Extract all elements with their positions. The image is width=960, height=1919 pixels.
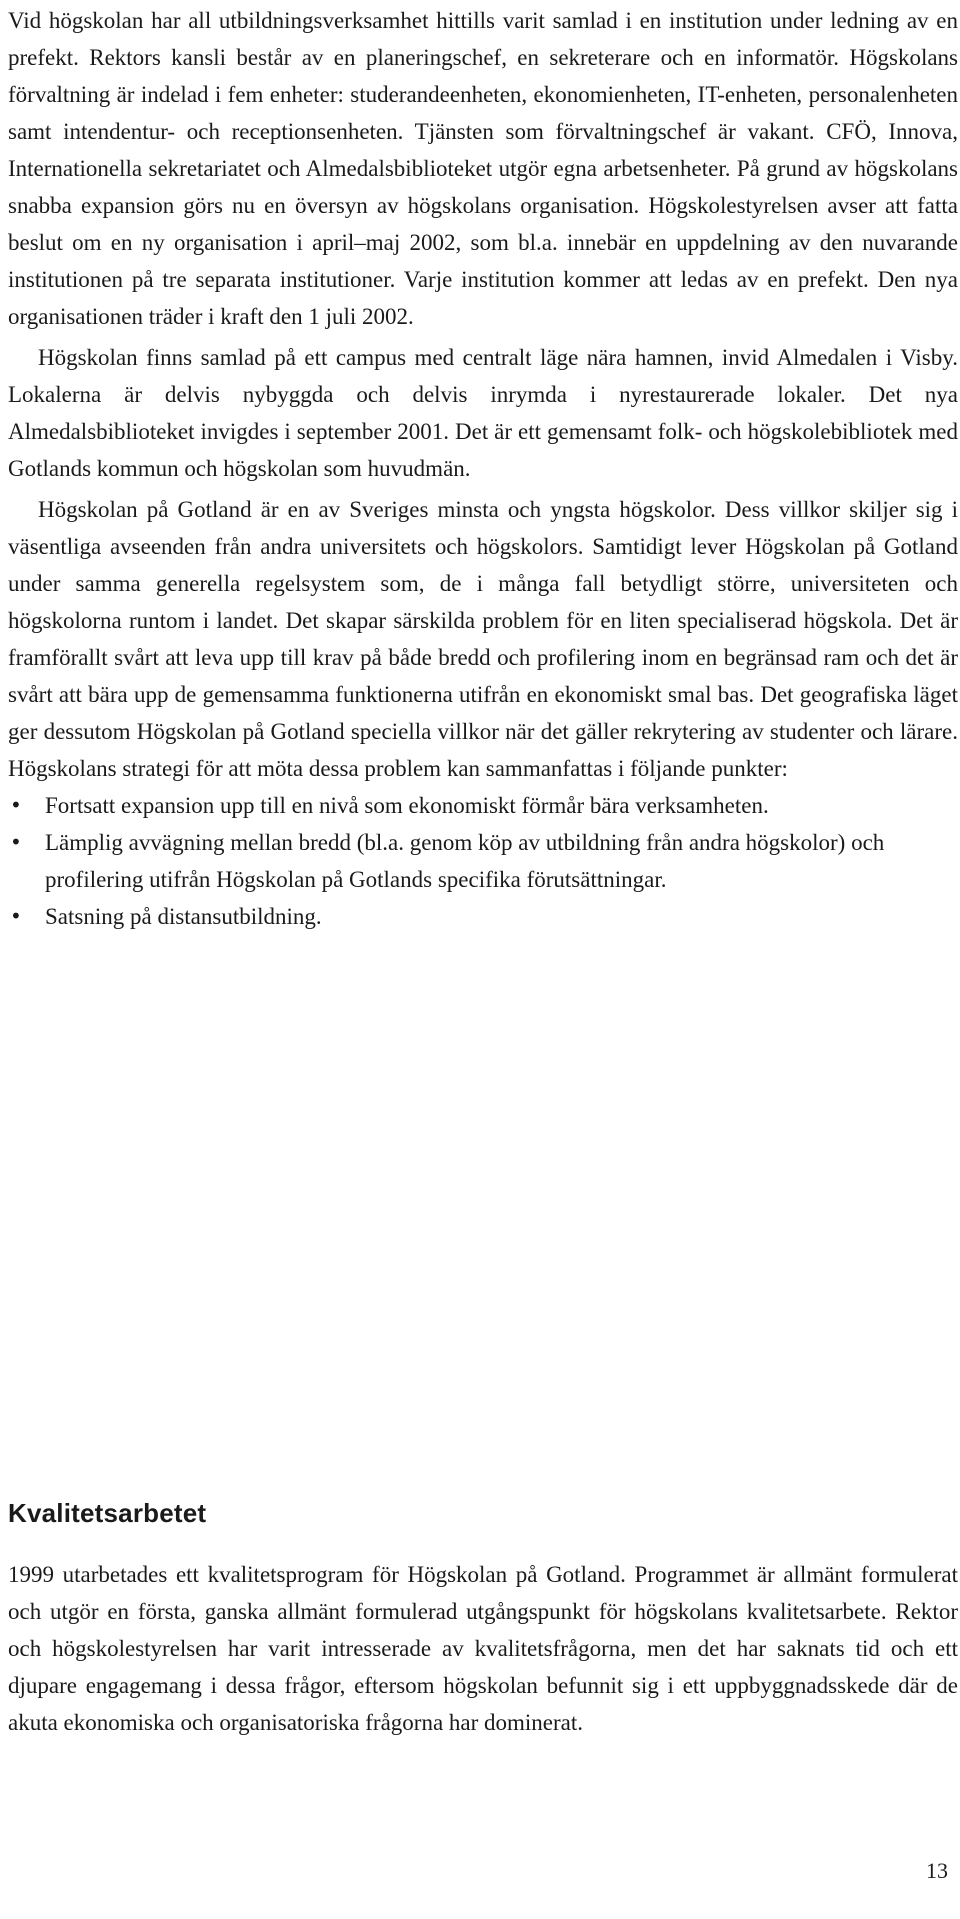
paragraph-strategy: Högskolan på Gotland är en av Sveriges minsta och yngsta högskolor. Dess villkor skiljer sig i väsentliga avseenden från andra universitets och högskolors. Samtidigt lever Högskolan på Gotland under samma generella regelsystem som, de i många fall betydligt större, universiteten och högskolorna runtom i landet. Det skapar särskilda problem för en liten specialiserad högskola. Det är framförallt svårt att leva upp till krav på både bredd och profilering inom en begränsad ram och det är svårt att bära upp de gemensamma funktionerna utifrån en ekonomiskt smal bas. Det geografiska läget ger dessutom Högskolan på Gotland speciella villkor när det gäller rekrytering av studenter och lärare. Högskolans strategi för att möta dessa problem kan sammanfattas i följande punkter: bbox=[8, 497, 958, 781]
bullet-text: Satsning på distansutbildning. bbox=[45, 904, 322, 929]
bullet-icon: • bbox=[10, 830, 22, 854]
bullet-icon: • bbox=[10, 904, 22, 928]
section-heading: Kvalitetsarbetet bbox=[8, 1498, 207, 1528]
paragraph-campus: Högskolan finns samlad på ett campus med centralt läge nära hamnen, invid Almedalen i Visby. Lokalerna är delvis nybyggda och delvis inrymda i nyrestaurerade lokaler. Det nya Almedalsbiblioteket invigdes i september 2001. Det är ett gemensamt folk- och högskolebibliotek med Gotlands kommun och högskolan som huvudmän. bbox=[8, 345, 958, 481]
paragraph-kvalitet: 1999 utarbetades ett kvalitetsprogram för Högskolan på Gotland. Programmet är allmänt formulerat och utgör en första, ganska allmänt formulerad utgångspunkt för högskolans kvalitetsarbete. Rektor och högskolestyrelsen har varit intresserade av kvalitetsfrågorna, men det har saknats tid och ett djupare engagemang i dessa frågor, eftersom högskolan befunnit sig i ett uppbyggnadsskede där de akuta ekonomiska och organisatoriska frågorna har dominerat. bbox=[8, 1562, 958, 1735]
document-page bbox=[8, 2, 958, 935]
bullet-text: Lämplig avvägning mellan bredd (bl.a. genom köp av utbildning från andra högskolor) och profilering utifrån Högskolan på Gotlands specifika förutsättningar. bbox=[45, 830, 885, 892]
page-number: 13 bbox=[926, 1858, 948, 1883]
bullet-item bbox=[8, 787, 958, 824]
bullet-icon: • bbox=[10, 793, 22, 817]
paragraph-organisation: Vid högskolan har all utbildningsverksamhet hittills varit samlad i en institution under ledning av en prefekt. Rektors kansli består av en planeringschef, en sekreterare och en informatör. Högskolans förvaltning är indelad i fem enheter: studerandeenheten, ekonomienheten, IT-enheten, personalenheten samt intendentur- och receptionsenheten. Tjänsten som förvaltningschef är vakant. CFÖ, Innova, Internationella sekretariatet och Almedalsbiblioteket utgör egna arbetsenheter. På grund av högskolans snabba expansion görs nu en översyn av högskolans organisation. Högskolestyrelsen avser att fatta beslut om en ny organisation i april–maj 2002, som bl.a. innebär en uppdelning av den nuvarande institutionen på tre separata institutioner. Varje institution kommer att ledas av en prefekt. Den nya organisationen träder i kraft den 1 juli 2002. bbox=[8, 8, 958, 329]
strategy-bullet-list bbox=[8, 787, 958, 935]
section-body bbox=[8, 1556, 958, 1741]
bullet-item bbox=[8, 824, 958, 898]
bullet-text: Fortsatt expansion upp till en nivå som ekonomiskt förmår bära verksamheten. bbox=[45, 793, 769, 818]
bullet-item bbox=[8, 898, 958, 935]
